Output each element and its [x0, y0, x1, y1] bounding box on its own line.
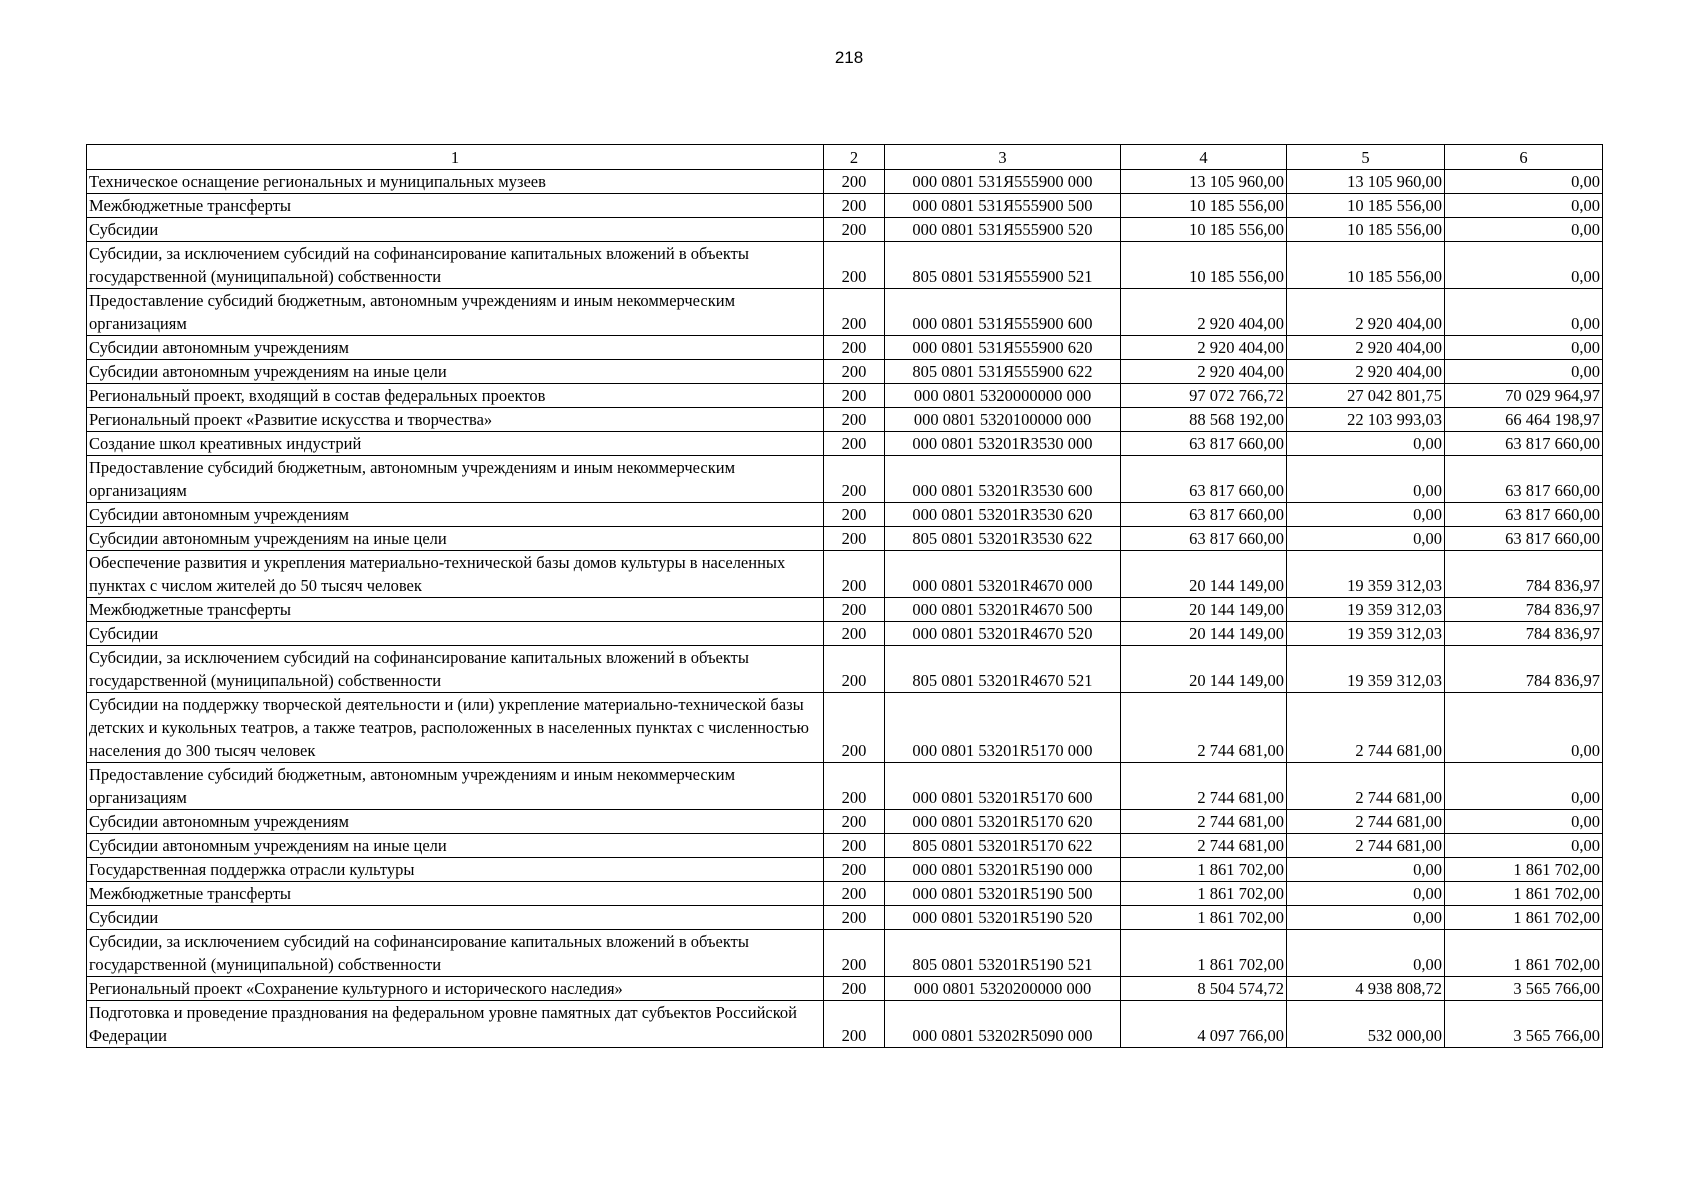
table-row: [87, 1001, 1603, 1048]
row-name-cell: Субсидии автономным учреждениям: [87, 336, 824, 360]
row-classification-code-cell: 000 0801 531Я555900 000: [885, 170, 1121, 194]
row-admin-code-cell: 200: [824, 432, 885, 456]
row-classification-code-cell: 000 0801 53201R4670 500: [885, 598, 1121, 622]
row-amount-col6-cell: 0,00: [1445, 693, 1603, 763]
row-amount-col5-cell: 2 744 681,00: [1287, 810, 1445, 834]
row-amount-col5-cell: 4 938 808,72: [1287, 977, 1445, 1001]
table-row: [87, 646, 1603, 693]
row-amount-col6-cell: 63 817 660,00: [1445, 456, 1603, 503]
row-name-cell: Субсидии: [87, 622, 824, 646]
row-name-cell: Межбюджетные трансферты: [87, 598, 824, 622]
row-amount-col6-cell: 0,00: [1445, 218, 1603, 242]
row-amount-col4-cell: 2 744 681,00: [1121, 810, 1287, 834]
table-row: [87, 858, 1603, 882]
row-classification-code-cell: 000 0801 53201R5190 000: [885, 858, 1121, 882]
row-amount-col6-cell: 70 029 964,97: [1445, 384, 1603, 408]
table-row: [87, 432, 1603, 456]
header-col-4: 4: [1121, 145, 1287, 170]
table-header-row: [87, 145, 1603, 170]
row-amount-col5-cell: 13 105 960,00: [1287, 170, 1445, 194]
table-row: [87, 456, 1603, 503]
row-classification-code-cell: 805 0801 53201R4670 521: [885, 646, 1121, 693]
table-row: [87, 763, 1603, 810]
header-col-6: 6: [1445, 145, 1603, 170]
row-amount-col6-cell: 66 464 198,97: [1445, 408, 1603, 432]
row-amount-col5-cell: 0,00: [1287, 456, 1445, 503]
row-classification-code-cell: 000 0801 5320100000 000: [885, 408, 1121, 432]
table-row: [87, 551, 1603, 598]
row-classification-code-cell: 000 0801 53201R5190 500: [885, 882, 1121, 906]
row-amount-col4-cell: 63 817 660,00: [1121, 432, 1287, 456]
row-amount-col5-cell: 2 920 404,00: [1287, 336, 1445, 360]
row-amount-col4-cell: 1 861 702,00: [1121, 858, 1287, 882]
row-name-cell: Субсидии автономным учреждениям на иные цели: [87, 360, 824, 384]
row-classification-code-cell: 000 0801 53201R3530 000: [885, 432, 1121, 456]
row-classification-code-cell: 805 0801 531Я555900 622: [885, 360, 1121, 384]
row-admin-code-cell: 200: [824, 218, 885, 242]
row-admin-code-cell: 200: [824, 906, 885, 930]
row-name-cell: Региональный проект «Развитие искусства и творчества»: [87, 408, 824, 432]
row-name-cell: Создание школ креативных индустрий: [87, 432, 824, 456]
row-classification-code-cell: 000 0801 531Я555900 520: [885, 218, 1121, 242]
row-amount-col4-cell: 2 920 404,00: [1121, 289, 1287, 336]
table-row: [87, 384, 1603, 408]
row-amount-col6-cell: 63 817 660,00: [1445, 527, 1603, 551]
row-amount-col6-cell: 0,00: [1445, 170, 1603, 194]
table-row: [87, 693, 1603, 763]
row-amount-col6-cell: 784 836,97: [1445, 646, 1603, 693]
row-amount-col5-cell: 19 359 312,03: [1287, 646, 1445, 693]
row-name-cell: Субсидии автономным учреждениям на иные цели: [87, 834, 824, 858]
row-amount-col4-cell: 10 185 556,00: [1121, 242, 1287, 289]
row-admin-code-cell: 200: [824, 360, 885, 384]
row-amount-col5-cell: 0,00: [1287, 930, 1445, 977]
row-amount-col5-cell: 0,00: [1287, 882, 1445, 906]
row-amount-col5-cell: 0,00: [1287, 432, 1445, 456]
row-amount-col4-cell: 97 072 766,72: [1121, 384, 1287, 408]
row-amount-col4-cell: 1 861 702,00: [1121, 882, 1287, 906]
table-row: [87, 336, 1603, 360]
row-name-cell: Субсидии: [87, 218, 824, 242]
row-amount-col4-cell: 20 144 149,00: [1121, 551, 1287, 598]
row-amount-col4-cell: 13 105 960,00: [1121, 170, 1287, 194]
row-amount-col5-cell: 19 359 312,03: [1287, 551, 1445, 598]
row-amount-col4-cell: 2 744 681,00: [1121, 693, 1287, 763]
row-amount-col4-cell: 2 744 681,00: [1121, 834, 1287, 858]
row-amount-col4-cell: 63 817 660,00: [1121, 527, 1287, 551]
row-classification-code-cell: 000 0801 53202R5090 000: [885, 1001, 1121, 1048]
row-amount-col5-cell: 0,00: [1287, 906, 1445, 930]
table-row: [87, 194, 1603, 218]
header-col-5: 5: [1287, 145, 1445, 170]
row-admin-code-cell: 200: [824, 693, 885, 763]
table-row: [87, 218, 1603, 242]
row-amount-col4-cell: 8 504 574,72: [1121, 977, 1287, 1001]
row-name-cell: Субсидии, за исключением субсидий на софинансирование капитальных вложений в объекты государственной (муниципальной) собственности: [87, 930, 824, 977]
row-classification-code-cell: 000 0801 53201R5170 620: [885, 810, 1121, 834]
table-row: [87, 930, 1603, 977]
row-amount-col5-cell: 10 185 556,00: [1287, 194, 1445, 218]
table-row: [87, 170, 1603, 194]
row-amount-col6-cell: 784 836,97: [1445, 551, 1603, 598]
row-classification-code-cell: 000 0801 5320000000 000: [885, 384, 1121, 408]
header-col-2: 2: [824, 145, 885, 170]
row-name-cell: Обеспечение развития и укрепления материально-технической базы домов культуры в населенных пунктах с числом жителей до 50 тысяч человек: [87, 551, 824, 598]
row-amount-col6-cell: 1 861 702,00: [1445, 858, 1603, 882]
row-amount-col4-cell: 63 817 660,00: [1121, 456, 1287, 503]
row-admin-code-cell: 200: [824, 646, 885, 693]
row-admin-code-cell: 200: [824, 882, 885, 906]
row-amount-col4-cell: 2 920 404,00: [1121, 336, 1287, 360]
row-admin-code-cell: 200: [824, 810, 885, 834]
row-admin-code-cell: 200: [824, 598, 885, 622]
row-amount-col4-cell: 10 185 556,00: [1121, 194, 1287, 218]
row-admin-code-cell: 200: [824, 1001, 885, 1048]
row-name-cell: Региональный проект «Сохранение культурного и исторического наследия»: [87, 977, 824, 1001]
row-amount-col4-cell: 1 861 702,00: [1121, 930, 1287, 977]
row-classification-code-cell: 000 0801 531Я555900 620: [885, 336, 1121, 360]
row-name-cell: Межбюджетные трансферты: [87, 882, 824, 906]
row-classification-code-cell: 000 0801 5320200000 000: [885, 977, 1121, 1001]
table-row: [87, 289, 1603, 336]
row-amount-col5-cell: 0,00: [1287, 858, 1445, 882]
row-amount-col4-cell: 20 144 149,00: [1121, 622, 1287, 646]
row-amount-col5-cell: 2 920 404,00: [1287, 289, 1445, 336]
row-admin-code-cell: 200: [824, 503, 885, 527]
row-admin-code-cell: 200: [824, 834, 885, 858]
row-amount-col5-cell: 2 744 681,00: [1287, 834, 1445, 858]
row-admin-code-cell: 200: [824, 930, 885, 977]
row-name-cell: Субсидии, за исключением субсидий на софинансирование капитальных вложений в объекты государственной (муниципальной) собственности: [87, 242, 824, 289]
row-amount-col4-cell: 10 185 556,00: [1121, 218, 1287, 242]
row-admin-code-cell: 200: [824, 384, 885, 408]
row-classification-code-cell: 805 0801 53201R3530 622: [885, 527, 1121, 551]
row-name-cell: Субсидии автономным учреждениям: [87, 810, 824, 834]
row-admin-code-cell: 200: [824, 408, 885, 432]
row-amount-col4-cell: 1 861 702,00: [1121, 906, 1287, 930]
row-admin-code-cell: 200: [824, 858, 885, 882]
row-amount-col6-cell: 63 817 660,00: [1445, 432, 1603, 456]
row-classification-code-cell: 805 0801 53201R5170 622: [885, 834, 1121, 858]
row-amount-col6-cell: 0,00: [1445, 763, 1603, 810]
row-admin-code-cell: 200: [824, 289, 885, 336]
row-amount-col4-cell: 63 817 660,00: [1121, 503, 1287, 527]
row-admin-code-cell: 200: [824, 456, 885, 503]
row-amount-col6-cell: 63 817 660,00: [1445, 503, 1603, 527]
table-row: [87, 834, 1603, 858]
row-amount-col6-cell: 0,00: [1445, 360, 1603, 384]
row-classification-code-cell: 000 0801 53201R4670 000: [885, 551, 1121, 598]
row-amount-col5-cell: 19 359 312,03: [1287, 622, 1445, 646]
row-name-cell: Предоставление субсидий бюджетным, автономным учреждениям и иным некоммерческим организациям: [87, 456, 824, 503]
row-classification-code-cell: 805 0801 53201R5190 521: [885, 930, 1121, 977]
row-name-cell: Субсидии автономным учреждениям на иные цели: [87, 527, 824, 551]
row-name-cell: Субсидии автономным учреждениям: [87, 503, 824, 527]
table-row: [87, 882, 1603, 906]
row-admin-code-cell: 200: [824, 763, 885, 810]
row-amount-col4-cell: 20 144 149,00: [1121, 598, 1287, 622]
row-admin-code-cell: 200: [824, 242, 885, 289]
row-amount-col5-cell: 2 744 681,00: [1287, 763, 1445, 810]
row-amount-col5-cell: 22 103 993,03: [1287, 408, 1445, 432]
row-amount-col4-cell: 2 744 681,00: [1121, 763, 1287, 810]
row-classification-code-cell: 000 0801 53201R5170 600: [885, 763, 1121, 810]
table-row: [87, 977, 1603, 1001]
row-name-cell: Предоставление субсидий бюджетным, автономным учреждениям и иным некоммерческим организациям: [87, 763, 824, 810]
budget-table: [86, 144, 1603, 1048]
row-name-cell: Субсидии: [87, 906, 824, 930]
row-name-cell: Подготовка и проведение празднования на федеральном уровне памятных дат субъектов Российской Федерации: [87, 1001, 824, 1048]
row-amount-col6-cell: 0,00: [1445, 242, 1603, 289]
row-name-cell: Техническое оснащение региональных и муниципальных музеев: [87, 170, 824, 194]
row-amount-col6-cell: 1 861 702,00: [1445, 906, 1603, 930]
row-amount-col6-cell: 1 861 702,00: [1445, 882, 1603, 906]
row-admin-code-cell: 200: [824, 977, 885, 1001]
table-row: [87, 527, 1603, 551]
row-amount-col5-cell: 2 920 404,00: [1287, 360, 1445, 384]
row-admin-code-cell: 200: [824, 551, 885, 598]
header-col-3: 3: [885, 145, 1121, 170]
row-amount-col5-cell: 19 359 312,03: [1287, 598, 1445, 622]
row-amount-col6-cell: 0,00: [1445, 810, 1603, 834]
row-amount-col4-cell: 88 568 192,00: [1121, 408, 1287, 432]
row-admin-code-cell: 200: [824, 336, 885, 360]
row-classification-code-cell: 805 0801 531Я555900 521: [885, 242, 1121, 289]
row-amount-col4-cell: 2 920 404,00: [1121, 360, 1287, 384]
row-amount-col5-cell: 27 042 801,75: [1287, 384, 1445, 408]
row-classification-code-cell: 000 0801 53201R3530 620: [885, 503, 1121, 527]
row-admin-code-cell: 200: [824, 170, 885, 194]
row-amount-col6-cell: 784 836,97: [1445, 622, 1603, 646]
row-amount-col5-cell: 532 000,00: [1287, 1001, 1445, 1048]
row-amount-col6-cell: 1 861 702,00: [1445, 930, 1603, 977]
table-row: [87, 622, 1603, 646]
row-admin-code-cell: 200: [824, 194, 885, 218]
row-name-cell: Предоставление субсидий бюджетным, автономным учреждениям и иным некоммерческим организациям: [87, 289, 824, 336]
row-amount-col6-cell: 3 565 766,00: [1445, 1001, 1603, 1048]
table-row: [87, 503, 1603, 527]
row-amount-col6-cell: 784 836,97: [1445, 598, 1603, 622]
row-name-cell: Субсидии на поддержку творческой деятельности и (или) укрепление материально-технической базы детских и кукольных театров, а также театров, расположенных в населенных пунктах с численностью населения до 300 тысяч человек: [87, 693, 824, 763]
row-classification-code-cell: 000 0801 53201R4670 520: [885, 622, 1121, 646]
row-classification-code-cell: 000 0801 531Я555900 600: [885, 289, 1121, 336]
table-row: [87, 408, 1603, 432]
row-amount-col6-cell: 0,00: [1445, 289, 1603, 336]
row-amount-col6-cell: 0,00: [1445, 336, 1603, 360]
row-amount-col5-cell: 0,00: [1287, 503, 1445, 527]
row-amount-col5-cell: 0,00: [1287, 527, 1445, 551]
table-row: [87, 598, 1603, 622]
row-name-cell: Субсидии, за исключением субсидий на софинансирование капитальных вложений в объекты государственной (муниципальной) собственности: [87, 646, 824, 693]
row-admin-code-cell: 200: [824, 622, 885, 646]
row-amount-col5-cell: 2 744 681,00: [1287, 693, 1445, 763]
row-classification-code-cell: 000 0801 531Я555900 500: [885, 194, 1121, 218]
table-row: [87, 810, 1603, 834]
table-row: [87, 242, 1603, 289]
header-col-1: 1: [87, 145, 824, 170]
row-admin-code-cell: 200: [824, 527, 885, 551]
row-amount-col6-cell: 3 565 766,00: [1445, 977, 1603, 1001]
row-amount-col4-cell: 20 144 149,00: [1121, 646, 1287, 693]
table-row: [87, 906, 1603, 930]
row-amount-col6-cell: 0,00: [1445, 194, 1603, 218]
row-name-cell: Межбюджетные трансферты: [87, 194, 824, 218]
row-name-cell: Государственная поддержка отрасли культуры: [87, 858, 824, 882]
row-classification-code-cell: 000 0801 53201R3530 600: [885, 456, 1121, 503]
row-amount-col4-cell: 4 097 766,00: [1121, 1001, 1287, 1048]
table-row: [87, 360, 1603, 384]
table-body: [87, 170, 1603, 1048]
row-name-cell: Региональный проект, входящий в состав федеральных проектов: [87, 384, 824, 408]
row-classification-code-cell: 000 0801 53201R5190 520: [885, 906, 1121, 930]
page-number: 218: [834, 48, 864, 67]
row-amount-col6-cell: 0,00: [1445, 834, 1603, 858]
row-classification-code-cell: 000 0801 53201R5170 000: [885, 693, 1121, 763]
row-amount-col5-cell: 10 185 556,00: [1287, 242, 1445, 289]
row-amount-col5-cell: 10 185 556,00: [1287, 218, 1445, 242]
